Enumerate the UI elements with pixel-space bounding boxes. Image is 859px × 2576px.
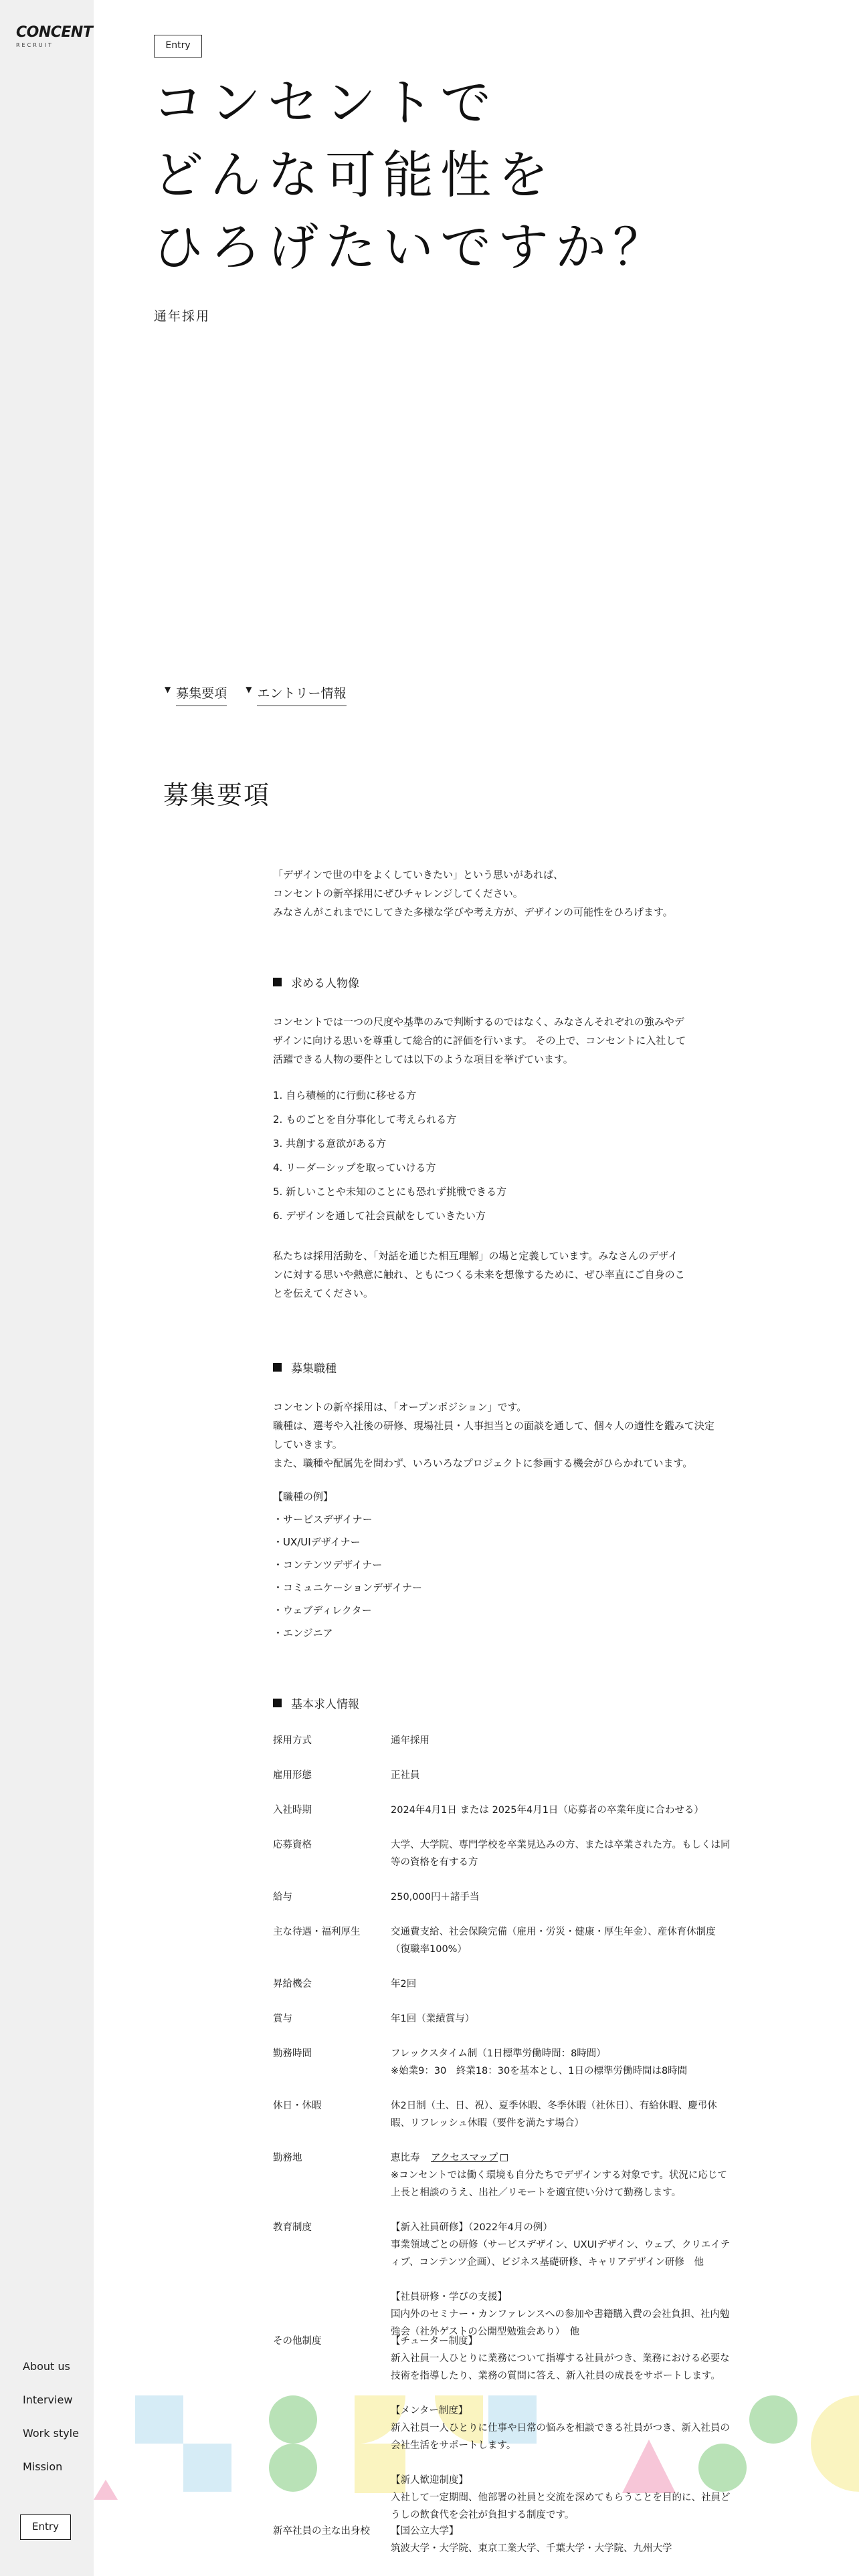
square-bullet-icon <box>273 1363 282 1372</box>
pink-triangle <box>94 2480 118 2500</box>
anchor-nav <box>165 683 347 706</box>
row-value <box>391 1975 752 1993</box>
row-key: 勤務地 <box>273 2153 302 2163</box>
hero-line: ひろげたいですか？ <box>153 217 670 277</box>
row-key: 教育制度 <box>273 2222 312 2233</box>
value-line: 年2回 <box>391 1979 417 1990</box>
list-item: 3. 共創する意欲がある方 <box>273 1138 387 1150</box>
sidebar-item-about-us[interactable]: About us <box>23 2360 70 2373</box>
anchor-label: 募集要項 <box>176 683 227 706</box>
yellow-shape <box>811 2395 859 2492</box>
jobs-paragraph <box>273 1398 741 1473</box>
persona-heading <box>273 974 359 990</box>
jobs-examples-label: 【職種の例】 <box>273 1491 334 1503</box>
row-key: 勤務時間 <box>273 2048 312 2059</box>
value-line: 筑波大学・大学院、東京工業大学、千葉大学・大学院、九州大学 <box>391 2543 672 2554</box>
row-value <box>391 1767 752 1784</box>
green-circle <box>269 2444 317 2492</box>
value-line: ※コンセントでは働く環境も自分たちでデザインする対象です。状況に応じて <box>391 2170 727 2181</box>
row-key: その他制度 <box>273 2336 322 2347</box>
row-value <box>391 2219 752 2341</box>
intro-line: みなさんがこれまでにしてきた多様な学びや考え方が、デザインの可能性をひろげます。 <box>273 906 673 918</box>
row-key: 主な待遇・福利厚生 <box>273 1927 361 1937</box>
persona-heading-label: 求める人物像 <box>291 977 359 990</box>
value-line: 【国公立大学】 <box>391 2526 459 2537</box>
list-item: 1. 自ら積極的に行動に移せる方 <box>273 1089 417 1101</box>
anchor-link-requirements[interactable] <box>165 683 227 706</box>
intro-line: 「デザインで世の中をよくしていきたい」という思いがあれば、 <box>273 869 563 881</box>
persona-closing <box>273 1247 741 1303</box>
row-key: 賞与 <box>273 2014 292 2024</box>
row-key: 雇用形態 <box>273 1770 312 1781</box>
sidebar-entry-button[interactable]: Entry <box>20 2514 71 2540</box>
row-value <box>391 1889 752 1906</box>
row-value <box>391 1802 752 1819</box>
row-key: 応募資格 <box>273 1840 312 1850</box>
jobs-heading-label: 募集職種 <box>291 1362 337 1376</box>
office-location: 恵比寿 <box>391 2153 420 2163</box>
list-item: ・コミュニケーションデザイナー <box>273 1582 423 1594</box>
para-line: 活躍できる人物の要件としては以下のような項目を挙げています。 <box>273 1053 573 1065</box>
para-line: コンセントの新卒採用は、「オープンポジション」です。 <box>273 1401 527 1413</box>
row-value <box>391 2045 752 2080</box>
value-line: 【メンター制度】 <box>391 2405 468 2416</box>
para-line: 私たちは採用活動を、「対話を通じた相互理解」の場と定義しています。みなさんのデザイ <box>273 1250 678 1262</box>
list-item: ・エンジニア <box>273 1627 333 1639</box>
list-item: ・サービスデザイナー <box>273 1513 373 1525</box>
value-line: ィブ、コンテンツ企画）、ビジネス基礎研修、キャリアデザイン研修 他 <box>391 2257 704 2268</box>
logo-subtitle: RECRUIT <box>16 42 54 48</box>
value-line: 【新人歓迎制度】 <box>391 2475 468 2486</box>
value-line: 通年採用 <box>391 1735 430 1746</box>
sidebar <box>0 0 94 2576</box>
value-line: 大学、大学院、専門学校を卒業見込みの方、または卒業された方。もしくは同 <box>391 1840 731 1850</box>
intro-text <box>273 865 673 922</box>
value-line: 会社生活をサポートします。 <box>391 2440 516 2451</box>
list-item: ・ウェブディレクター <box>273 1604 372 1616</box>
row-key: 入社時期 <box>273 1805 312 1816</box>
sidebar-item-mission[interactable]: Mission <box>23 2460 63 2473</box>
blue-square <box>183 2444 231 2492</box>
para-line: また、職種や配属先を問わず、いろいろなプロジェクトに参画する機会がひらかれています。 <box>273 1457 693 1469</box>
jobs-examples <box>273 1487 422 1646</box>
recruit-type-label: 通年採用 <box>154 309 211 324</box>
sidebar-nav <box>23 2359 79 2493</box>
row-value <box>391 2010 752 2028</box>
row-value <box>391 1923 752 1958</box>
value-line: 国内外のセミナー・カンファレンスへの参加や書籍購入費の会社負担、社内勉 <box>391 2309 730 2320</box>
triangle-down-icon: ▼ <box>165 685 171 694</box>
persona-list <box>273 1086 506 1230</box>
logo-wordmark: CONCENT <box>16 24 93 41</box>
para-line: 職種は、選考や入社後の研修、現場社員・人事担当との面談を通して、個々人の適性を鑑みて決定 <box>273 1420 714 1432</box>
row-key: 新卒社員の主な出身校 <box>273 2526 370 2537</box>
list-item: 2. ものごとを自分事化して考えられる方 <box>273 1113 457 1125</box>
concent-logo[interactable] <box>16 24 92 48</box>
list-item: 6. デザインを通して社会貢献をしていきたい方 <box>273 1210 486 1222</box>
row-value <box>391 2333 752 2524</box>
triangle-down-icon: ▼ <box>246 685 252 694</box>
value-line: 新入社員一人ひとりに仕事や日常の悩みを相談できる社員がつき、新入社員の <box>391 2423 730 2434</box>
basic-info-heading-label: 基本求人情報 <box>291 1698 359 1711</box>
value-line: 事業領域ごとの研修（サービスデザイン、UXUIデザイン、ウェブ、クリエイテ <box>391 2240 731 2250</box>
value-line: 上長と相談のうえ、出社／リモートを適宜使い分けて勤務します。 <box>391 2187 682 2198</box>
anchor-link-entry-info[interactable] <box>246 683 346 706</box>
square-bullet-icon <box>273 978 282 986</box>
value-spacer <box>391 2271 752 2288</box>
square-bullet-icon <box>273 1699 282 1707</box>
row-value <box>391 2097 752 2132</box>
jobs-heading <box>273 1359 337 1376</box>
para-line: コンセントでは一つの尺度や基準のみで判断するのではなく、みなさんそれぞれの強みやデ <box>273 1016 684 1028</box>
value-spacer <box>391 2454 752 2472</box>
blue-square <box>135 2395 183 2444</box>
value-spacer <box>391 2385 752 2402</box>
hero-heading <box>153 67 670 284</box>
value-line: 交通費支給、社会保険完備（雇用・労災・健康・厚生年金）、産休育休制度 <box>391 1927 716 1937</box>
value-line: 【社員研修・学びの支援】 <box>391 2292 507 2302</box>
value-line: 技術を指導したり、業務の質問に答え、新入社員の成長をサポートします。 <box>391 2371 721 2381</box>
sidebar-item-interview[interactable]: Interview <box>23 2393 73 2406</box>
intro-line: コンセントの新卒採用にぜひチャレンジしてください。 <box>273 887 523 899</box>
para-line: していきます。 <box>273 1438 343 1451</box>
value-line: 等の資格を有する方 <box>391 1857 478 1868</box>
value-line: 250,000円＋諸手当 <box>391 1892 480 1903</box>
green-circle <box>269 2395 317 2444</box>
basic-info-heading <box>273 1695 359 1711</box>
access-map-link[interactable]: アクセスマップ <box>431 2153 498 2163</box>
row-key: 採用方式 <box>273 1735 312 1746</box>
value-line: 入社して一定期間、他部署の社員と交流を深めてもらうことを目的に、社員ど <box>391 2492 731 2503</box>
value-line: 【チューター制度】 <box>391 2336 478 2347</box>
value-line: 新入社員一人ひとりに業務について指導する社員がつき、業務における必要な <box>391 2353 730 2364</box>
para-line: ンに対する思いや熱意に触れ、ともにつくる未来を想像するために、ぜひ率直にご自身のこ <box>273 1269 685 1281</box>
value-line: ※始業9：30 終業18：30を基本とし、1日の標準労働時間は8時間 <box>391 2066 688 2076</box>
section-title: 募集要項 <box>163 780 271 810</box>
value-line: 【新入社員研修】（2022年4月の例） <box>391 2222 553 2233</box>
row-key: 昇給機会 <box>273 1979 312 1990</box>
value-line: 休2日制（土、日、祝）、夏季休暇、冬季休暇（社休日）、有給休暇、慶弔休 <box>391 2101 717 2111</box>
row-value <box>391 1732 752 1749</box>
value-line: （復職率100%） <box>391 1944 467 1955</box>
row-value <box>391 1836 752 1871</box>
list-item: 4. リーダーシップを取っていける方 <box>273 1162 436 1174</box>
list-item: ・UX/UIデザイナー <box>273 1536 361 1548</box>
value-line: 強会（社外ゲストの公開型勉強会あり） 他 <box>391 2327 580 2337</box>
row-value <box>391 2149 752 2202</box>
value-line: 2024年4月1日 または 2025年4月1日（応募者の卒業年度に合わせる） <box>391 1805 704 1816</box>
value-line: 年1回（業績賞与） <box>391 2014 475 2024</box>
value-line: うしの飲食代を会社が負担する制度です。 <box>391 2510 575 2520</box>
external-link-icon <box>500 2154 508 2161</box>
entry-tag-button[interactable]: Entry <box>154 35 202 58</box>
hero-line: どんな可能性を <box>153 145 555 205</box>
list-item: 5. 新しいことや未知のことにも恐れず挑戦できる方 <box>273 1186 507 1198</box>
persona-paragraph <box>273 1012 741 1069</box>
row-value <box>391 2523 752 2557</box>
anchor-label: エントリー情報 <box>257 683 346 706</box>
value-line: 暇、リフレッシュ休暇（要件を満たす場合） <box>391 2118 584 2129</box>
value-line: フレックスタイム制（1日標準労働時間：8時間） <box>391 2048 606 2059</box>
hero-line: コンセントで <box>153 73 498 132</box>
value-line: 正社員 <box>391 1770 420 1781</box>
row-key: 休日・休暇 <box>273 2101 322 2111</box>
sidebar-item-work-style[interactable]: Work style <box>23 2427 79 2440</box>
list-item: ・コンテンツデザイナー <box>273 1559 383 1571</box>
green-circle <box>749 2395 797 2444</box>
row-key: 給与 <box>273 1892 292 1903</box>
para-line: ザインに向ける思いを尊重して総合的に評価を行います。 その上で、コンセントに入社して <box>273 1035 686 1047</box>
para-line: とを伝えてください。 <box>273 1287 374 1299</box>
